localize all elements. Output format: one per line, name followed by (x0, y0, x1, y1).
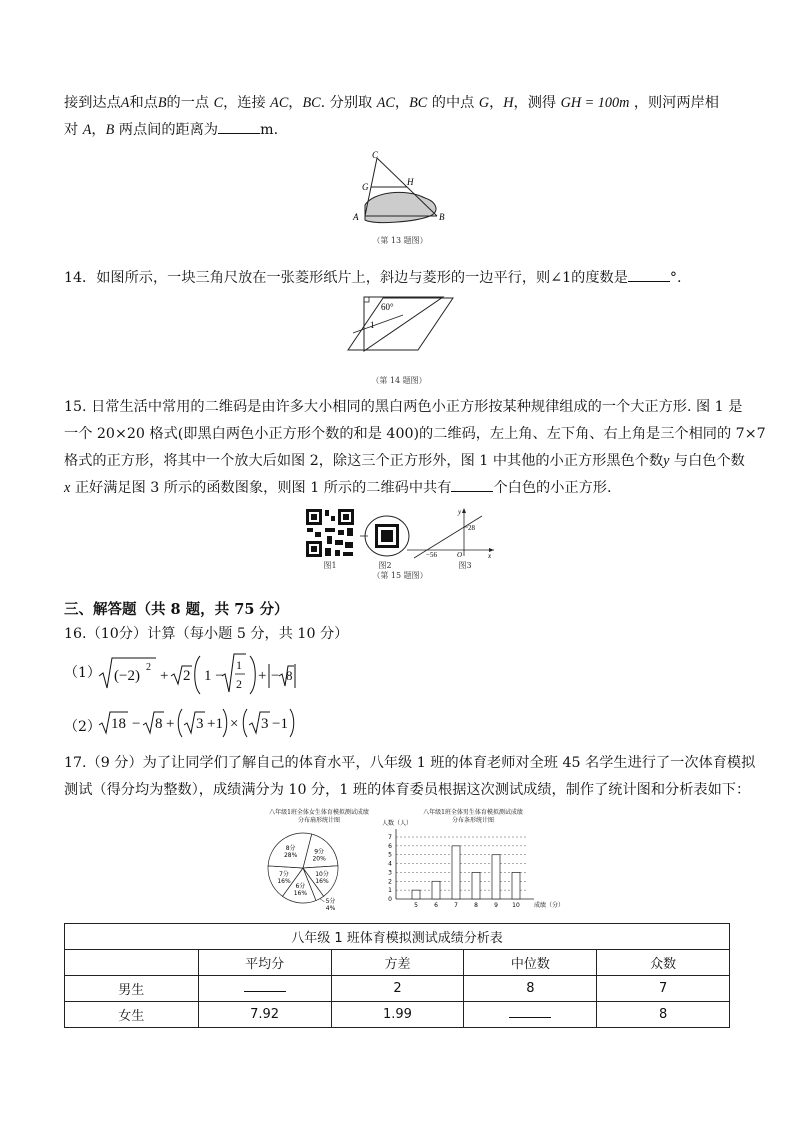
triangle-ruler (364, 297, 443, 351)
pie-slice-label: 5分 (325, 897, 336, 905)
function-graph (402, 506, 497, 558)
svg-text:O: O (457, 551, 463, 559)
y-tick-label: 3 (388, 869, 392, 877)
angle-1-label: 1 (370, 320, 375, 330)
q15-line-1: 15. 日常生活中常用的二维码是由许多大小相同的黑白两色小正方形按某种规律组成的一个大正方形. 图 1 是 (64, 399, 743, 415)
svg-text:−: − (271, 668, 280, 684)
y-tick-label: 5 (388, 851, 392, 859)
pie-chart (265, 828, 385, 912)
svg-text:1: 1 (236, 658, 242, 672)
analysis-table (64, 923, 730, 1028)
svg-text:(−2): (−2) (114, 668, 140, 684)
svg-text:2: 2 (236, 677, 242, 691)
x-tick-label: 10 (512, 902, 520, 909)
x-tick-label: 6 (434, 902, 438, 909)
q17-line-2: 测试（得分均为整数），成绩满分为 10 分，1 班的体育委员根据这次测试成绩，制作了统计图和分析表如下： (64, 782, 751, 798)
pie-slice-pct: 28% (283, 852, 298, 860)
table-title: 八年级 1 班体育模拟测试成绩分析表 (65, 924, 730, 950)
q14-text: 14．如图所示，一块三角尺放在一张菱形纸片上，斜边与菱形的一边平行，则∠1的度数是 °. (64, 270, 682, 286)
graph-line (414, 516, 482, 558)
label-B: B (439, 212, 445, 222)
section-3-heading: 三、解答题（共 8 题，共 75 分） (64, 601, 289, 618)
pie-chart-title: 八年级1班全体女生体育模拟测试成绩 分布扇形统计图 (269, 809, 369, 824)
pie-slice-pct: 4% (325, 904, 336, 912)
svg-text:×: × (230, 716, 239, 732)
fig2-label: 图2 (378, 561, 392, 570)
cell-mode: 7 (597, 976, 730, 1002)
q13-figure (345, 150, 455, 232)
svg-text:+: + (166, 716, 175, 732)
bar-chart-title: 八年级1班全体男生体育模拟测试成绩 分布条形统计图 (423, 809, 523, 824)
y-tick-label: 1 (388, 887, 392, 895)
svg-text:3: 3 (261, 716, 269, 732)
svg-text:y: y (458, 508, 462, 516)
answer-blank (218, 121, 260, 134)
pie-slice-label: 8分 (285, 845, 296, 853)
svg-text:−56: −56 (426, 551, 437, 559)
y-tick-label: 6 (388, 842, 392, 850)
q15-line-4: x 正好满足图 3 所示的函数图象，则图 1 所示的二维码中共有 个白色的小正方形. (64, 480, 612, 496)
q16-part1-label: （1） (64, 665, 101, 681)
label-G: G (362, 182, 369, 192)
y-tick-label: 4 (388, 860, 392, 868)
cell-median: 8 (464, 976, 597, 1002)
svg-text:+: + (258, 668, 267, 684)
x-axis-label: 成绩（分） (534, 902, 565, 909)
svg-text:+: + (160, 668, 169, 684)
label-A: A (353, 212, 359, 222)
q14-figure (343, 293, 455, 355)
x-tick-label: 8 (474, 902, 478, 909)
q15-caption: （第 15 题图） (372, 571, 428, 580)
q14-caption: （第 14 题图） (371, 376, 427, 385)
svg-text:8: 8 (155, 716, 163, 732)
pie-slice-label: 9分 (314, 848, 325, 856)
pie-slice-pct: 16% (293, 889, 308, 897)
answer-blank (244, 981, 286, 992)
cell-variance: 1.99 (331, 1002, 464, 1028)
bar (492, 855, 500, 899)
table-row (65, 976, 730, 1002)
row-name: 男生 (65, 976, 199, 1002)
q16-part2-label: （2） (64, 719, 101, 735)
header-cell (65, 950, 199, 976)
bar-chart (372, 820, 565, 915)
svg-text:−: − (132, 716, 141, 732)
fig1-label: 图1 (323, 561, 337, 570)
answer-blank (628, 269, 670, 282)
answer-blank (509, 1007, 551, 1018)
svg-text:2: 2 (146, 662, 151, 673)
header-mean: 平均分 (198, 950, 331, 976)
header-variance: 方差 (331, 950, 464, 976)
pie-slice-pct: 20% (312, 855, 326, 863)
cell-mean: 7.92 (198, 1002, 331, 1028)
svg-text:8: 8 (286, 668, 293, 683)
svg-text:+1: +1 (207, 716, 223, 732)
row-name: 女生 (65, 1002, 199, 1028)
table-row (65, 1002, 730, 1028)
q13-line-1: 接到达点A和点B的一点 C，连接 AC，BC. 分别取 AC，BC 的中点 G，H，测得 GH = 100m ，则河两岸相 (64, 95, 719, 111)
header-median: 中位数 (464, 950, 597, 976)
qr-code-icon (305, 508, 355, 558)
q15-line-2: 一个 20×20 格式(即黑白两色小正方形个数的和是 400)的二维码，左上角、左下角、右上角是三个相同的 7×7 (64, 426, 766, 442)
bar (432, 881, 440, 899)
pie-slice-label: 10分 (315, 870, 329, 878)
q15-line-3: 格式的正方形，将其中一个放大后如图 2，除这三个正方形外，图 1 中其他的小正方形黑色个数y 与白色个数 (64, 453, 745, 469)
pie-slice-label: 7分 (279, 870, 289, 878)
x-tick-label: 5 (414, 902, 418, 909)
pie-leader-line (320, 899, 325, 902)
label-H: H (407, 177, 414, 187)
angle-60-label: 60° (381, 302, 394, 312)
answer-blank (451, 479, 493, 492)
fig3-label: 图3 (458, 561, 472, 570)
y-tick-label: 2 (388, 878, 392, 886)
pie-slice-label: 6分 (295, 882, 306, 890)
svg-text:1 −: 1 − (204, 668, 224, 684)
svg-text:3: 3 (196, 716, 204, 732)
q16-title: 16.（10分）计算（每小题 5 分，共 10 分） (64, 626, 349, 642)
q16-part2-expression (96, 706, 296, 740)
svg-text:x: x (488, 552, 492, 560)
cell-median (464, 1002, 597, 1028)
cell-mean (198, 976, 331, 1002)
y-tick-label: 0 (388, 896, 392, 903)
label-C: C (372, 150, 379, 160)
q13-caption: （第 13 题图） (372, 236, 428, 245)
bar (512, 872, 520, 899)
q13-line-2: 对 A，B 两点间的距离为 m. (64, 122, 279, 138)
bar (412, 890, 420, 899)
bar (472, 872, 480, 899)
x-tick-label: 9 (494, 902, 498, 909)
svg-text:18: 18 (111, 716, 126, 732)
cell-variance: 2 (331, 976, 464, 1002)
svg-text:2: 2 (183, 668, 191, 684)
pie-slice-pct: 16% (315, 877, 329, 885)
svg-text:28: 28 (468, 524, 475, 532)
q17-line-1: 17.（9 分）为了让同学们了解自己的体育水平，八年级 1 班的体育老师对全班 45 名学生进行了一次体育模拟 (64, 755, 756, 771)
river-shape (365, 192, 436, 222)
bar (452, 846, 460, 899)
table-header-row (65, 950, 730, 976)
q16-part1-expression (96, 650, 296, 700)
pie-slice-pct: 16% (277, 877, 291, 885)
header-mode: 众数 (597, 950, 730, 976)
cell-mode: 8 (597, 1002, 730, 1028)
svg-text:−1: −1 (272, 716, 288, 732)
y-tick-label: 7 (388, 834, 392, 841)
x-tick-label: 7 (454, 902, 458, 909)
y-axis-label: 人数（人） (382, 820, 413, 827)
